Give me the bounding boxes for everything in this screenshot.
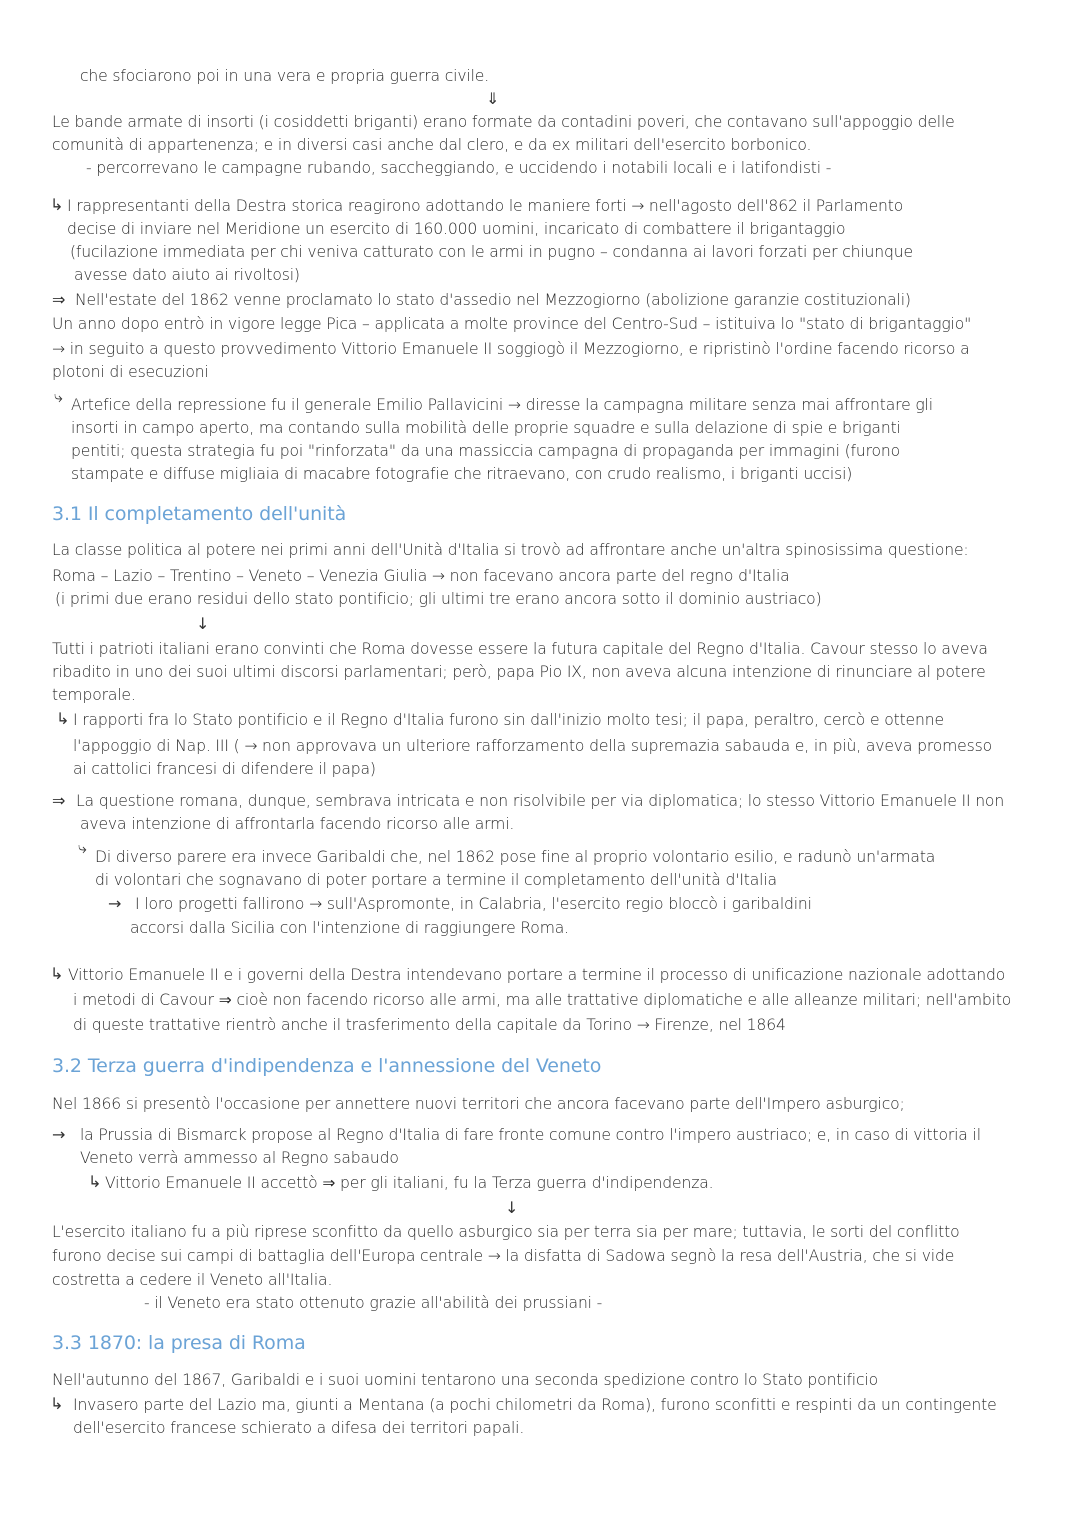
down-arrow-icon: ↓	[196, 614, 210, 633]
text-line: → in seguito a questo provvedimento Vittorio Emanuele II soggiogò il Mezzogiorno, e ripristinò l'ordine facendo ricorso a	[52, 340, 970, 358]
text-line: comunità di appartenenza; e in diversi casi anche dal clero, e da ex militari dell'esercito borbonico.	[52, 136, 812, 154]
text-line: Invasero parte del Lazio ma, giunti a Mentana (a pochi chilometri da Roma), furono sconfitti e respinti da un contingente	[73, 1396, 997, 1414]
right-arrow-icon: →	[52, 1125, 66, 1144]
text-line: pentiti; questa strategia fu poi "rinforzata" da una massiccia campagna di propaganda per immagini (furono	[71, 442, 901, 460]
double-down-arrow-icon: ⇓	[486, 89, 500, 108]
text-line: Un anno dopo entrò in vigore legge Pica – applicata a molte province del Centro-Sud – istituiva lo "stato di brigantaggio"	[52, 315, 972, 333]
text-line: avesse dato aiuto ai rivoltosi)	[74, 266, 300, 284]
section-heading: 3.1 Il completamento dell'unità	[52, 503, 347, 525]
hook-arrow-icon: ↳	[50, 195, 64, 214]
text-line: Nel 1866 si presentò l'occasione per annettere nuovi territori che ancora facevano parte dell'Impero asburgico;	[52, 1095, 905, 1113]
hook-arrow-icon: ↳	[88, 1172, 102, 1191]
text-line: Veneto verrà ammesso al Regno sabaudo	[80, 1149, 399, 1167]
text-line: La questione romana, dunque, sembrava intricata e non risolvibile per via diplomatica; lo stesso Vittorio Emanuele II non	[76, 792, 1005, 810]
text-line: I loro progetti fallirono → sull'Aspromonte, in Calabria, l'esercito regio bloccò i garibaldini	[135, 895, 812, 913]
text-line: Roma – Lazio – Trentino – Veneto – Venezia Giulia → non facevano ancora parte del regno d'Italia	[52, 567, 790, 585]
text-line: insorti in campo aperto, ma contando sulla mobilità delle proprie squadre e sulla delazione di spie e briganti	[71, 419, 901, 437]
text-line: I rappresentanti della Destra storica reagirono adottando le maniere forti → nell'agosto dell'862 il Parlamento	[67, 197, 904, 215]
text-line: Tutti i patrioti italiani erano convinti che Roma dovesse essere la futura capitale del Regno d'Italia. Cavour stesso lo aveva	[52, 640, 988, 658]
text-line: decise di inviare nel Meridione un esercito di 160.000 uomini, incaricato di combattere il brigantaggio	[67, 220, 846, 238]
hook-arrow-icon: ↳	[50, 1394, 64, 1413]
text-line: l'appoggio di Nap. III ( → non approvava un ulteriore rafforzamento della supremazia sabauda e, in più, aveva promesso	[73, 737, 992, 755]
text-line: (fucilazione immediata per chi veniva catturato con le armi in pugno – condanna ai lavori forzati per chiunque	[70, 243, 913, 261]
text-line: furono decise sui campi di battaglia dell'Europa centrale → la disfatta di Sadowa segnò la resa dell'Austria, che si vide	[52, 1247, 955, 1265]
text-line: Di diverso parere era invece Garibaldi che, nel 1862 pose fine al proprio volontario esilio, e radunò un'armata	[95, 848, 936, 866]
implies-arrow-icon: ⇒	[52, 791, 66, 810]
text-line: Nell'autunno del 1867, Garibaldi e i suoi uomini tentarono una seconda spedizione contro lo Stato pontificio	[52, 1371, 878, 1389]
text-line: plotoni di esecuzioni	[52, 363, 209, 381]
text-line: Nell'estate del 1862 venne proclamato lo stato d'assedio nel Mezzogiorno (abolizione garanzie costituzionali)	[75, 291, 911, 309]
text-line: di volontari che sognavano di poter portare a termine il completamento dell'unità d'Italia	[95, 871, 777, 889]
text-line: temporale.	[52, 686, 136, 704]
text-line: la Prussia di Bismarck propose al Regno d'Italia di fare fronte comune contro l'impero austriaco; e, in caso di vittoria il	[80, 1126, 981, 1144]
text-line: costretta a cedere il Veneto all'Italia.	[52, 1271, 333, 1289]
section-heading: 3.3 1870: la presa di Roma	[52, 1332, 306, 1354]
text-line: La classe politica al potere nei primi anni dell'Unità d'Italia si trovò ad affrontare anche un'altra spinosissima questione:	[52, 541, 969, 559]
down-arrow-icon: ↓	[505, 1198, 519, 1217]
text-line: Vittorio Emanuele II accettò ⇒ per gli italiani, fu la Terza guerra d'indipendenza.	[105, 1174, 714, 1192]
text-line: I rapporti fra lo Stato pontificio e il Regno d'Italia furono sin dall'inizio molto tesi; il papa, peraltro, cercò e ottenne	[73, 711, 944, 729]
text-line: (i primi due erano residui dello stato pontificio; gli ultimi tre erano ancora sotto il dominio austriaco)	[55, 590, 822, 608]
hook-arrow-icon: ↳	[50, 964, 64, 983]
text-line: L'esercito italiano fu a più riprese sconfitto da quello asburgico sia per terra sia per mare; tuttavia, le sorti del conflitto	[52, 1223, 960, 1241]
text-line: accorsi dalla Sicilia con l'intenzione di raggiungere Roma.	[130, 919, 569, 937]
text-line: ribadito in uno dei suoi ultimi discorsi parlamentari; però, papa Pio IX, non aveva alcuna intenzione di rinunciare al potere	[52, 663, 986, 681]
text-line: di queste trattative rientrò anche il trasferimento della capitale da Torino → Firenze, nel 1864	[73, 1016, 786, 1034]
hook-arrow-icon: ↳	[56, 709, 70, 728]
text-line: Artefice della repressione fu il generale Emilio Pallavicini → diresse la campagna militare senza mai affrontare gli	[71, 396, 933, 414]
implies-arrow-icon: ⇒	[52, 290, 66, 309]
text-line: - il Veneto era stato ottenuto grazie all'abilità dei prussiani -	[144, 1294, 603, 1312]
text-line: dell'esercito francese schierato a difesa dei territori papali.	[73, 1419, 525, 1437]
text-line: aveva intenzione di affrontarla facendo ricorso alle armi.	[80, 815, 515, 833]
text-line: ai cattolici francesi di difendere il papa)	[73, 760, 376, 778]
text-line: stampate e diffuse migliaia di macabre fotografie che ritraevano, con crudo realismo, i briganti uccisi)	[71, 465, 853, 483]
text-line: che sfociarono poi in una vera e propria guerra civile.	[80, 67, 490, 85]
text-line: Le bande armate di insorti (i cosiddetti briganti) erano formate da contadini poveri, che contavano sull'appoggio delle	[52, 113, 955, 131]
right-arrow-icon: →	[108, 894, 122, 913]
text-line: - percorrevano le campagne rubando, saccheggiando, e uccidendo i notabili locali e i latifondisti -	[86, 159, 832, 177]
section-heading: 3.2 Terza guerra d'indipendenza e l'annessione del Veneto	[52, 1055, 602, 1077]
curved-arrow-icon: ⤷	[78, 838, 87, 857]
text-line: Vittorio Emanuele II e i governi della Destra intendevano portare a termine il processo di unificazione nazionale adottando	[68, 966, 1006, 984]
text-line: i metodi di Cavour ⇒ cioè non facendo ricorso alle armi, ma alle trattative diplomatiche e alle alleanze militari; nell'ambito	[73, 991, 1012, 1009]
curved-arrow-icon: ⤷	[54, 387, 63, 406]
